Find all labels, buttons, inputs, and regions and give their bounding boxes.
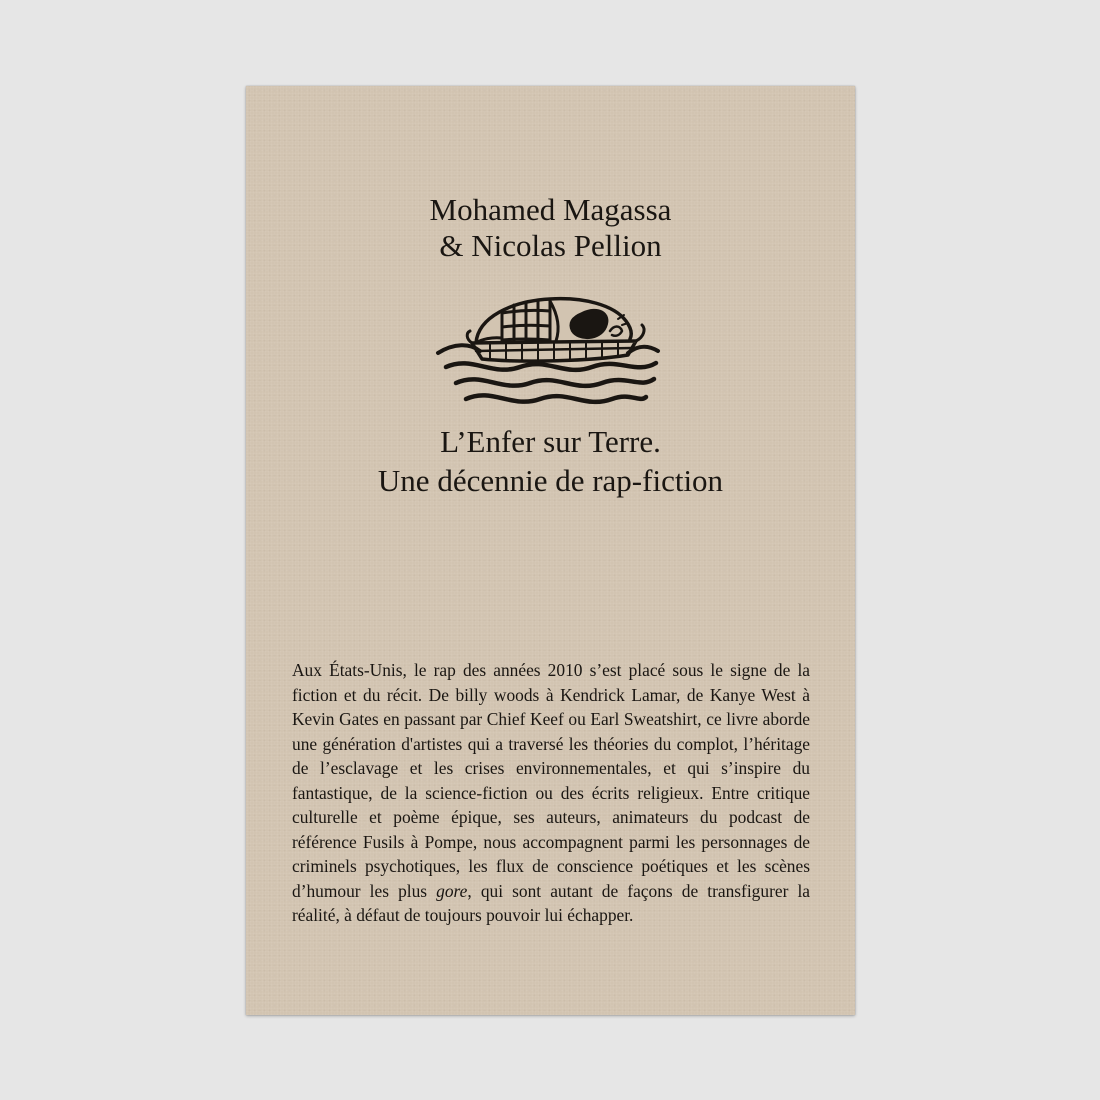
title-line-2: Une décennie de rap-fiction (377, 463, 724, 498)
skull-boat-on-waves-icon (432, 291, 662, 416)
author-line-1: Mohamed Magassa (429, 192, 672, 227)
blurb-text-2: , qui sont autant de façons de transfigurer la réalité, à défaut de toujours pouvoir lui échapper. (292, 880, 811, 926)
blurb-italic-word: gore (436, 880, 468, 901)
authors (246, 192, 855, 264)
title-line-1: L’Enfer sur Terre. (440, 424, 661, 459)
book-cover (246, 86, 855, 1015)
book-title (246, 422, 855, 500)
blurb-text-1: Aux États-Unis, le rap des années 2010 s’est placé sous le signe de la fiction et du récit. De billy woods à Kendrick Lamar, de Kanye West à Kevin Gates en passant par Chief Keef ou Earl Sweatshirt, ce livre aborde une génération d'artistes qui a traversé les théories du complot, l’héritage de l’esclavage et les crises environnementales, et qui s’inspire du fantastique, de la science-fiction ou des écrits religieux. Entre critique culturelle et poème épique, ses auteurs, animateurs du podcast de référence Fusils à Pompe, nous accompagnent parmi les personnages de criminels psychotiques, les flux de conscience poétiques et les scènes d’humour les plus (292, 660, 810, 901)
back-cover-blurb (292, 658, 810, 928)
author-line-2: & Nicolas Pellion (439, 228, 662, 263)
